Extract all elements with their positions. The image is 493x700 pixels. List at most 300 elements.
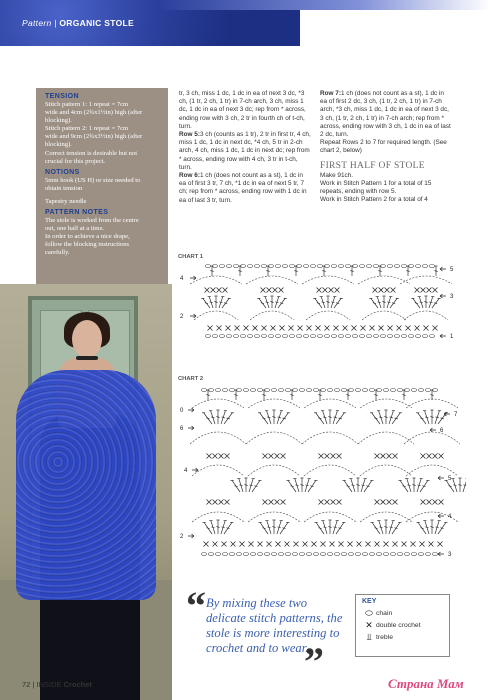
pattern-notes-heading: PATTERN NOTES: [45, 209, 109, 217]
chain-symbol: [387, 265, 392, 268]
key-row-double-crochet: [362, 619, 443, 631]
treble-bar: [339, 418, 342, 419]
chain-symbol: [422, 335, 427, 338]
treble-bar: [435, 527, 438, 528]
chain-symbol: [275, 335, 280, 338]
pull-quote: [184, 583, 344, 684]
treble-bar: [374, 528, 377, 529]
treble-bar: [406, 271, 409, 272]
model-choker: [76, 356, 98, 360]
dc-symbol: [331, 454, 336, 459]
dc-symbol: [267, 542, 272, 547]
dc-symbol: [317, 288, 322, 293]
dc-symbol: [387, 500, 392, 505]
notes-line: out, one half at a time.: [45, 225, 105, 233]
chain-symbol: [373, 265, 378, 268]
treble-bar: [310, 486, 313, 487]
dc-symbol: [226, 326, 231, 331]
treble-bar: [278, 417, 281, 418]
dc-symbol: [393, 542, 398, 547]
chain-symbol: [271, 389, 276, 392]
row-number: 6: [440, 428, 444, 434]
chain-symbol: [310, 265, 315, 268]
dc-symbol: [334, 326, 339, 331]
chain-arch: [306, 311, 350, 320]
notions-line: 5mm hook (US H) or size needed to: [45, 176, 141, 184]
page-number: 72: [22, 680, 31, 689]
treble-bar: [283, 418, 286, 419]
chain-symbol: [229, 553, 234, 556]
treble-bar: [239, 485, 242, 486]
tension-line: wide and 4cm (2¾x1½in) high (after: [45, 109, 143, 117]
dc-symbol: [231, 542, 236, 547]
treble-bar: [336, 303, 339, 304]
chain-symbol: [404, 553, 409, 556]
chain-symbol: [432, 553, 437, 556]
chain-symbol: [236, 553, 241, 556]
dc-symbol: [219, 454, 224, 459]
dc-symbol: [319, 454, 324, 459]
treble-bar: [420, 418, 423, 419]
dc-symbol: [207, 454, 212, 459]
chain-symbol: [271, 553, 276, 556]
dc-symbol: [329, 288, 334, 293]
chain-symbol: [247, 265, 252, 268]
treble-bar: [238, 271, 241, 272]
chain-arch: [360, 465, 412, 476]
chain-symbol: [352, 335, 357, 338]
chain-arch: [358, 432, 414, 444]
notes-line: The stole is worked from the centre: [45, 217, 139, 225]
dc-symbol: [225, 500, 230, 505]
dc-symbol: [244, 326, 249, 331]
row-arrow: [438, 514, 444, 518]
chain-arch: [190, 432, 246, 444]
treble-bar: [382, 302, 385, 303]
row-number: 4: [448, 514, 452, 520]
treble-bar: [407, 485, 410, 486]
treble-bar: [323, 417, 326, 418]
tension-line: blocking).: [45, 117, 72, 125]
dc-symbol: [271, 326, 276, 331]
chain-symbol: [240, 335, 245, 338]
treble-bar: [262, 528, 265, 529]
treble-bar: [338, 528, 341, 529]
chain-symbol: [338, 265, 343, 268]
dc-symbol: [279, 288, 284, 293]
dc-symbol: [276, 542, 281, 547]
treble-bar: [226, 528, 229, 529]
row5-label: Row 5:: [179, 131, 200, 139]
chain-symbol: [257, 553, 262, 556]
dc-symbol: [429, 542, 434, 547]
treble-bar: [346, 486, 349, 487]
magazine-name-1: INSIDE: [36, 680, 62, 689]
dc-symbol: [402, 542, 407, 547]
treble-bar: [333, 527, 336, 528]
pattern-notes-text: [45, 217, 160, 257]
dc-symbol: [280, 326, 285, 331]
dc-symbol: [381, 454, 386, 459]
chain-symbol: [429, 265, 434, 268]
chain-symbol: [306, 389, 311, 392]
chain-symbol: [320, 553, 325, 556]
chain-symbol: [355, 553, 360, 556]
chain-symbol: [222, 553, 227, 556]
dc-symbol: [223, 288, 228, 293]
chain-arch: [304, 399, 356, 408]
key-label: chain: [376, 609, 393, 617]
chain-arch: [248, 399, 300, 408]
chain-symbol: [411, 389, 416, 392]
chain-symbol: [303, 265, 308, 268]
chain-symbol: [257, 389, 262, 392]
dc-symbol: [269, 454, 274, 459]
row-number: 3: [448, 552, 452, 558]
chain-symbol: [327, 553, 332, 556]
row-arrow: [188, 534, 194, 538]
chain-symbol: [418, 553, 423, 556]
dc-symbol: [427, 454, 432, 459]
chain-symbol: [324, 335, 329, 338]
treble-bar: [318, 418, 321, 419]
dc-symbol: [337, 454, 342, 459]
chain-symbol: [422, 265, 427, 268]
chain-symbol: [219, 265, 224, 268]
row5-text: 3 ch (counts as 1 tr), 2 tr in first tr, 4 ch, miss 1 dc, 1 dc in next dc, *4 ch, 5 tr in 2-ch arch, 4 ch, miss 1 dc, 1 dc in next dc; rep from * across, ending row with 4 ch, 3 tr in t-ch, turn.: [179, 131, 311, 171]
chain-symbol: [341, 389, 346, 392]
row-number: 7: [454, 412, 458, 418]
dc-symbol: [294, 542, 299, 547]
chain-symbol: [415, 335, 420, 338]
treble-bar: [374, 418, 377, 419]
treble-bar: [453, 485, 456, 486]
info-sidebar: [36, 88, 168, 296]
dc-symbol: [330, 542, 335, 547]
dc-symbol: [421, 454, 426, 459]
chain-symbol: [359, 265, 364, 268]
treble-bar: [373, 303, 376, 304]
treble-bar: [205, 303, 208, 304]
chain-symbol: [415, 265, 420, 268]
row-arrow: [188, 426, 194, 430]
dc-symbol: [289, 326, 294, 331]
chain-arch: [192, 399, 244, 408]
magazine-name-2: Crochet: [63, 680, 92, 689]
treble-bar: [322, 271, 325, 272]
open-quote-mark: “: [186, 583, 206, 628]
tension-line: wide and 9cm (2¾x3½in) high (after: [45, 133, 143, 141]
treble-bar: [417, 485, 420, 486]
treble-bar: [210, 271, 213, 272]
chain-symbol: [348, 553, 353, 556]
treble-bar: [211, 417, 214, 418]
treble-bar: [430, 527, 433, 528]
tension-line: Stitch pattern 1: 1 repeat = 7cm: [45, 101, 129, 108]
treble-bar: [234, 395, 237, 396]
row-number: 5: [448, 476, 452, 482]
dc-symbol: [204, 542, 209, 547]
treble-bar: [300, 485, 303, 486]
chain-symbol: [401, 335, 406, 338]
chain-symbol: [268, 335, 273, 338]
dc-symbol: [387, 454, 392, 459]
treble-bar: [331, 302, 334, 303]
chain-arch: [302, 276, 354, 284]
treble-bar: [356, 485, 359, 486]
chain-symbol: [229, 389, 234, 392]
dc-symbol: [433, 326, 438, 331]
tension-text: [45, 101, 160, 166]
chain-arch: [192, 465, 244, 476]
chart-diagram: [178, 254, 466, 572]
treble-bar: [422, 486, 425, 487]
chain-symbol: [278, 553, 283, 556]
double-crochet-icon: ✕: [365, 619, 373, 630]
chain-symbol: [201, 389, 206, 392]
dc-symbol: [384, 542, 389, 547]
dc-symbol: [298, 326, 303, 331]
treble-bar: [392, 303, 395, 304]
chain-symbol: [380, 335, 385, 338]
treble-bar: [214, 302, 217, 303]
treble-bar: [322, 302, 325, 303]
chain-symbol: [282, 265, 287, 268]
dc-symbol: [411, 542, 416, 547]
section-title: FIRST HALF OF STOLE: [320, 160, 425, 171]
row7-paragraph: [320, 90, 452, 139]
dc-symbol: [307, 326, 312, 331]
dc-symbol: [361, 326, 366, 331]
dc-symbol: [235, 326, 240, 331]
row-arrow: [190, 314, 196, 318]
chain-symbol: [317, 335, 322, 338]
dc-symbol: [213, 500, 218, 505]
chain-symbol: [205, 265, 210, 268]
chain-arch: [246, 276, 298, 284]
treble-bar: [430, 417, 433, 418]
treble-bar: [378, 302, 381, 303]
row-number: 2: [180, 534, 184, 540]
chain-symbol: [310, 335, 315, 338]
treble-bar: [262, 418, 265, 419]
chain-symbol: [285, 389, 290, 392]
treble-bar: [394, 528, 397, 529]
footer-separator: |: [32, 680, 35, 689]
dc-symbol: [217, 288, 222, 293]
key-label: treble: [376, 633, 394, 641]
chain-symbol: [408, 335, 413, 338]
treble-bar: [429, 302, 432, 303]
chain-symbol: [317, 265, 322, 268]
page-footer: [22, 680, 92, 689]
chain-symbol: [425, 389, 430, 392]
row-arrow: [440, 294, 446, 298]
dc-symbol: [421, 500, 426, 505]
dc-symbol: [225, 454, 230, 459]
chain-symbol: [205, 335, 210, 338]
dc-symbol: [357, 542, 362, 547]
chain-symbol: [376, 553, 381, 556]
treble-bar: [290, 486, 293, 487]
instruction-line: Work in Stitch Pattern 1 for a total of 15 repeats, ending with row 5.: [320, 180, 432, 196]
dc-symbol: [213, 454, 218, 459]
key-heading: KEY: [362, 598, 377, 605]
notes-line: In order to achieve a nice drape,: [45, 233, 130, 241]
header-separator: |: [54, 18, 57, 28]
chain-symbol: [425, 553, 430, 556]
chain-symbol: [383, 389, 388, 392]
dc-symbol: [439, 500, 444, 505]
make-instruction: Make 91ch.: [320, 171, 354, 179]
dc-symbol: [375, 542, 380, 547]
treble-bar: [277, 527, 280, 528]
treble-bar: [295, 485, 298, 486]
treble-bar: [261, 303, 264, 304]
chain-symbol: [250, 553, 255, 556]
chain-arch: [246, 432, 302, 444]
dc-symbol: [427, 500, 432, 505]
repeat-instruction: Repeat Rows 2 to 7 for required length. (See chart 2, below): [320, 139, 447, 155]
tension-line: crucial for this project.: [45, 157, 106, 165]
model-photo: [0, 284, 172, 700]
chain-symbol: [362, 553, 367, 556]
dc-symbol: [415, 288, 420, 293]
treble-bar: [244, 485, 247, 486]
dc-symbol: [421, 288, 426, 293]
dc-symbol: [261, 288, 266, 293]
chain-arch: [404, 432, 460, 444]
treble-bar: [441, 418, 444, 419]
treble-bar: [387, 302, 390, 303]
treble-bar: [210, 302, 213, 303]
chain-symbol: [254, 265, 259, 268]
dc-symbol: [262, 326, 267, 331]
notions-heading: NOTIONS: [45, 168, 80, 176]
treble-bar: [430, 395, 433, 396]
chain-symbol: [254, 335, 259, 338]
dc-symbol: [312, 542, 317, 547]
chain-symbol: [299, 553, 304, 556]
dc-symbol: [213, 542, 218, 547]
treble-bar: [424, 302, 427, 303]
treble-bar: [262, 395, 265, 396]
treble-bar: [402, 486, 405, 487]
notes-line: carefully.: [45, 249, 70, 257]
dc-symbol: [397, 326, 402, 331]
dc-symbol: [433, 288, 438, 293]
dc-symbol: [420, 542, 425, 547]
row-number: 2: [180, 314, 184, 320]
pattern-column-1: [179, 90, 311, 205]
treble-bar: [350, 271, 353, 272]
chart-1-label: CHART 1: [178, 254, 204, 260]
treble-bar: [366, 486, 369, 487]
row-arrow: [192, 468, 198, 472]
chain-symbol: [387, 335, 392, 338]
chain-symbol: [345, 265, 350, 268]
dc-symbol: [348, 542, 353, 547]
row6-label: Row 6:: [179, 172, 200, 180]
dc-symbol: [321, 542, 326, 547]
chain-symbol: [390, 389, 395, 392]
row-number: 3: [450, 294, 454, 300]
dc-symbol: [339, 542, 344, 547]
treble-bar: [420, 528, 423, 529]
row-arrow: [438, 552, 444, 556]
dc-symbol: [381, 500, 386, 505]
treble-bar: [390, 417, 393, 418]
dc-symbol: [337, 500, 342, 505]
dc-symbol: [439, 454, 444, 459]
chain-arch: [404, 311, 448, 320]
dc-symbol: [222, 542, 227, 547]
treble-bar: [254, 486, 257, 487]
dc-symbol: [273, 288, 278, 293]
treble-bar: [334, 417, 337, 418]
dc-symbol: [275, 454, 280, 459]
treble-bar: [206, 528, 209, 529]
chain-symbol: [313, 389, 318, 392]
dc-symbol: [438, 542, 443, 547]
dc-symbol: [352, 326, 357, 331]
treble-bar: [412, 485, 415, 486]
chain-symbol: [383, 553, 388, 556]
crochet-charts: [178, 254, 466, 572]
treble-bar: [346, 395, 349, 396]
chain-symbol: [299, 389, 304, 392]
treble-bar: [266, 302, 269, 303]
dc-symbol: [249, 542, 254, 547]
chain-symbol: [359, 335, 364, 338]
chain-symbol: [226, 335, 231, 338]
chain-symbol: [411, 553, 416, 556]
dc-symbol: [391, 288, 396, 293]
chain-symbol: [226, 265, 231, 268]
chain-symbol: [233, 335, 238, 338]
key-row-treble: [362, 631, 443, 643]
treble-bar: [458, 485, 461, 486]
chain-symbol: [233, 265, 238, 268]
row-arrow: [188, 408, 194, 412]
treble-bar: [290, 395, 293, 396]
dc-symbol: [281, 454, 286, 459]
treble-bar: [206, 418, 209, 419]
chain-symbol: [222, 389, 227, 392]
dc-symbol: [275, 500, 280, 505]
row7-text: 1 ch (does not count as a st), 1 dc in ea of first 2 dc, 3 ch, (1 tr, 2 ch, 1 tr) in 7-ch arch, *3 ch, miss 1 dc, 1 dc in ea of next 3 dc, 3 ch, (1 tr, 2 ch, 1 tr) in 7-ch arch; rep from * across, ending row with 3 ch, 1 dc in ea of last 2 dc, turn.: [320, 90, 451, 139]
treble-bar: [379, 527, 382, 528]
chain-symbol: [429, 335, 434, 338]
chain-symbol: [341, 553, 346, 556]
treble-bar: [249, 485, 252, 486]
chain-arch: [190, 276, 242, 284]
treble-bar: [234, 486, 237, 487]
chart-2-label: CHART 2: [178, 376, 204, 382]
dc-symbol: [240, 542, 245, 547]
tension-heading: TENSION: [45, 93, 79, 100]
dc-symbol: [217, 326, 222, 331]
dc-symbol: [379, 288, 384, 293]
chain-arch: [248, 465, 300, 476]
dc-symbol: [393, 500, 398, 505]
treble-bar: [219, 302, 222, 303]
chain-symbol: [327, 389, 332, 392]
notions-line: obtain tension: [45, 184, 83, 192]
chain-symbol: [355, 389, 360, 392]
treble-bar: [222, 417, 225, 418]
chain-arch: [358, 276, 410, 284]
